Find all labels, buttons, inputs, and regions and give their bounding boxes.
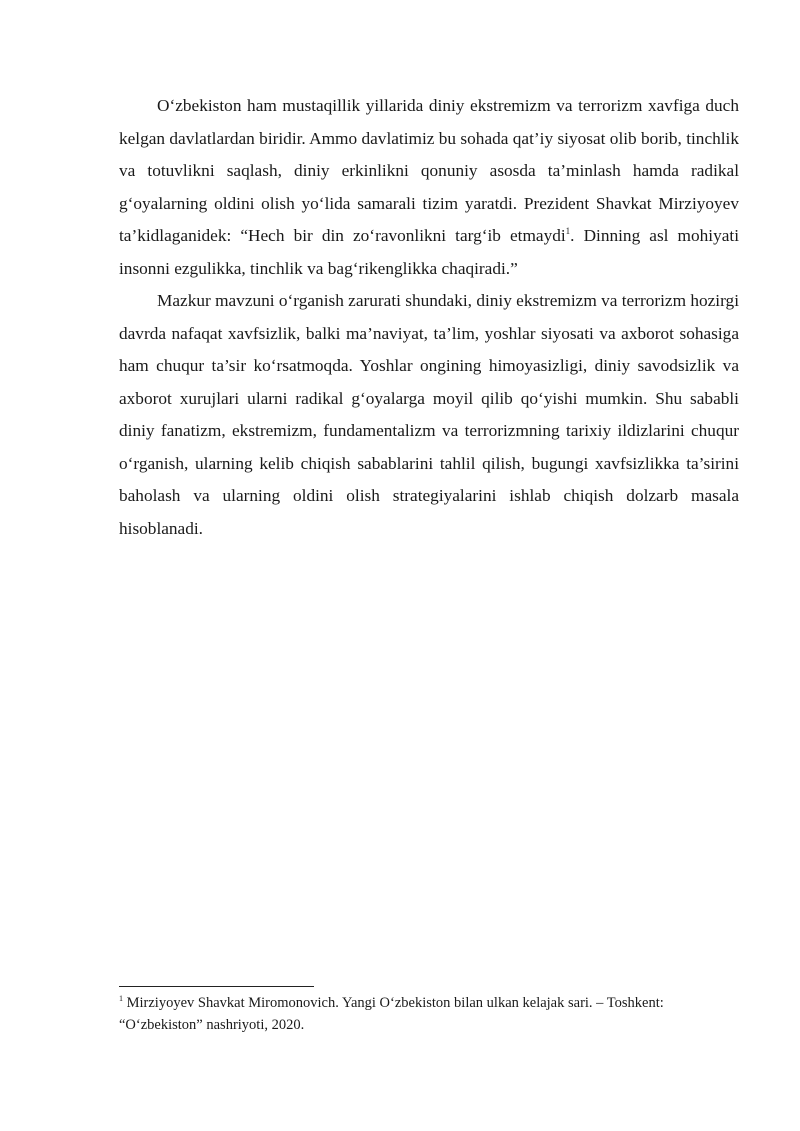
paragraph-2: Mazkur mavzuni o‘rganish zarurati shundaki, diniy ekstremizm va terrorizm hozirgi davrda nafaqat xavfsizlik, balki ma’naviyat, ta’lim, yoshlar siyosati va axborot sohasiga ham chuqur ta’sir ko‘rsatmoqda. Yoshlar ongining himoyasizligi, diniy savodsizlik va axborot xurujlari ularni radikal g‘oyalarga moyil qilib qo‘yishi mumkin. Shu sababli diniy fanatizm, ekstremizm, fundamentalizm va terrorizmning tarixiy ildizlarini chuqur o‘rganish, ularning kelib chiqish sabablarini tahlil qilish, bugungi xavfsizlikka ta’sirini baholash va ularning oldini olish strategiyalarini ishlab chiqish dolzarb masala hisoblanadi.	[119, 291, 739, 538]
paragraph-1	[119, 90, 739, 285]
footnote-text: Mirziyoyev Shavkat Miromonovich. Yangi O‘zbekiston bilan ulkan kelajak sari. – Toshkent: “O‘zbekiston” nashriyoti, 2020.	[119, 995, 664, 1033]
footnote-separator	[119, 986, 314, 987]
footnote-marker: 1	[119, 994, 123, 1004]
footnote	[119, 992, 739, 1036]
body-text	[119, 90, 739, 545]
footnote-reference[interactable]: 1	[565, 226, 571, 237]
paragraph-1-text-after-note: . Dinning asl mohiyati insonni ezgulikka, tinchlik va bag‘rikenglikka chaqiradi.”	[119, 226, 739, 278]
paragraph-1-text-before-note: O‘zbekiston ham mustaqillik yillarida diniy ekstremizm va terrorizm xavfiga duch kelgan davlatlardan biridir. Ammo davlatimiz bu sohada qat’iy siyosat olib borib, tinchlik va totuvlikni saqlash, diniy erkinlikni qonuniy asosda ta’minlash hamda radikal g‘oyalarning oldini olish yo‘lida samarali tizim yaratdi. Prezident Shavkat Mirziyoyev ta’kidlaganidek: “Hech bir din zo‘ravonlikni targ‘ib etmaydi	[119, 96, 739, 245]
